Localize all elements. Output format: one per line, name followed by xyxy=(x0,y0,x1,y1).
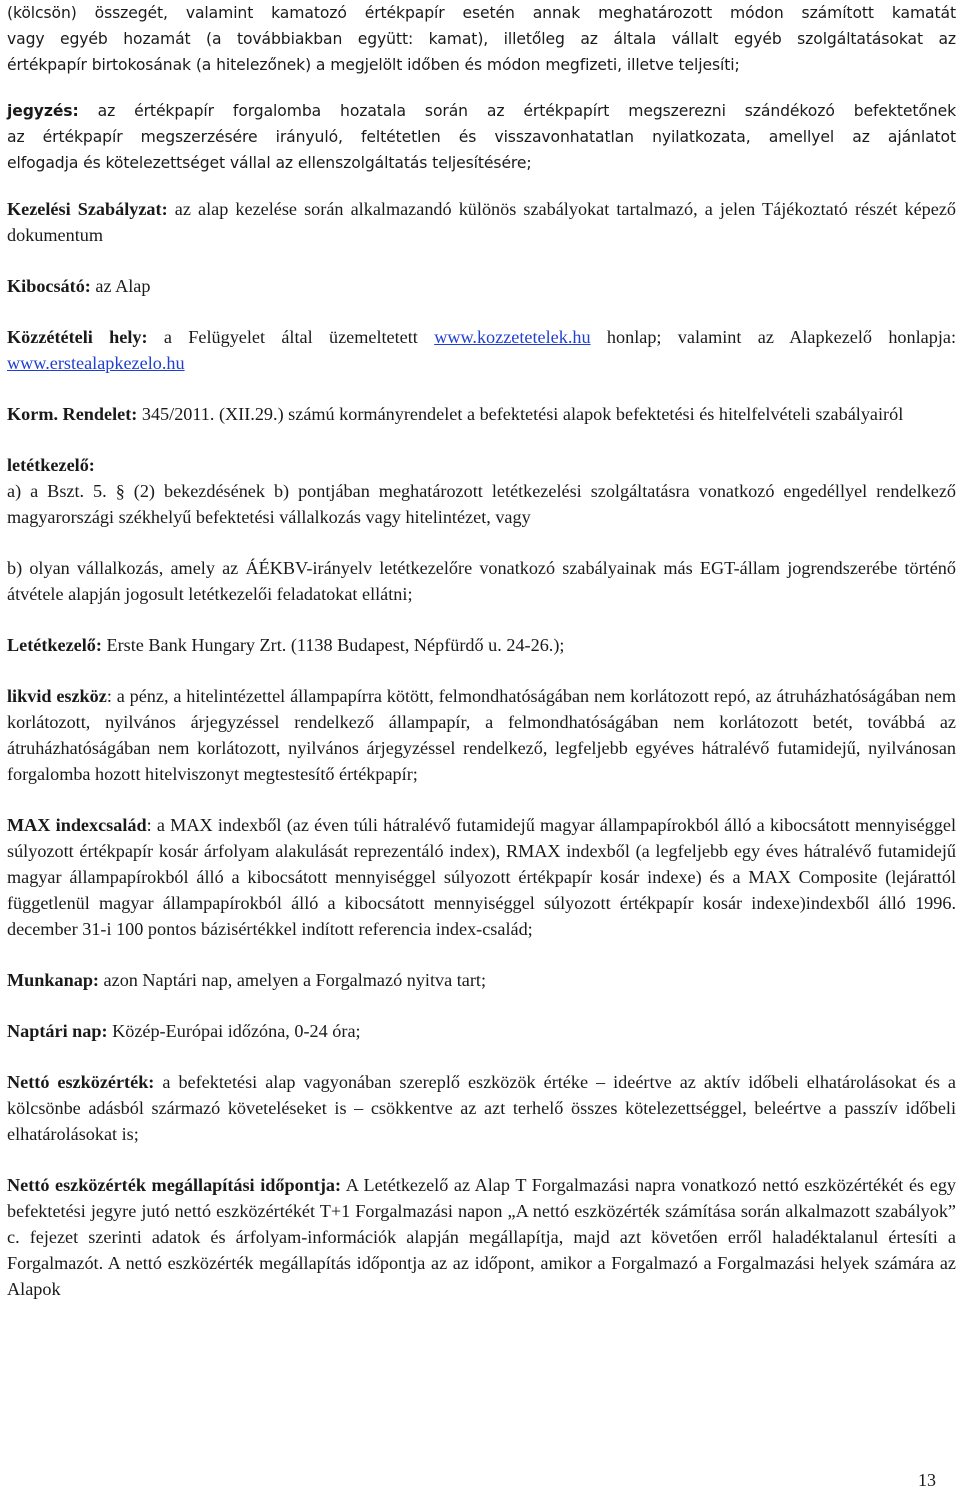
erstealapkezelo-link[interactable]: www.erstealapkezelo.hu xyxy=(7,353,185,373)
definition-text: Erste Bank Hungary Zrt. (1138 Budapest, Népfürdő u. 24-26.); xyxy=(106,635,565,655)
definition-likvid-eszkoz xyxy=(7,683,956,787)
document-page xyxy=(7,0,956,1302)
term: Munkanap: xyxy=(7,970,99,990)
text-line: vagy egyéb hozamát (a továbbiakban együtt: kamat), illetőleg az általa vállalt egyéb szolgáltatásokat az xyxy=(7,30,956,48)
definition-munkanap xyxy=(7,967,956,993)
term: Korm. Rendelet: xyxy=(7,404,138,424)
definition-netto-eszkozertek xyxy=(7,1069,956,1147)
definition-text: : a MAX indexből (az éven túli hátralévő futamidejű magyar állampapírokból álló a kibocsátott mennyiséggel súlyozott értékpapír kosár árfolyam alakulását reprezentáló index), RMAX indexből (a legfeljebb egy éves hátralévő futamidejű magyar állampapírokból álló a kibocsátott mennyiséggel súlyozott értékpapír kosár indexe) és a MAX Composite (lejárattól függetlenül magyar állampapírokból álló a kibocsátott mennyiséggel súlyozott értékpapír kosár indexe)indexből álló 1996. december 31-i 100 pontos bázisértékkel indított referencia index-család; xyxy=(7,815,956,939)
kozzetetelek-link[interactable]: www.kozzetetelek.hu xyxy=(434,327,591,347)
text-line: (kölcsön) összegét, valamint kamatozó értékpapír esetén annak meghatározott módon számított kamatát xyxy=(7,4,956,22)
definition-kozzeteteli-hely xyxy=(7,324,956,376)
text-line: elfogadja és kötelezettséget vállal az ellenszolgáltatás teljesítésére; xyxy=(7,154,532,172)
term: Naptári nap: xyxy=(7,1021,108,1041)
definition-text: 345/2011. (XII.29.) számú kormányrendelet a befektetési alapok befektetési és hitelfelvételi szabályairól xyxy=(141,404,904,424)
term: MAX indexcsalád xyxy=(7,815,147,835)
definition-jegyzes xyxy=(7,98,956,176)
definition-text: Közép-Európai időzóna, 0-24 óra; xyxy=(112,1021,361,1041)
definition-text: az alap kezelése során alkalmazandó különös szabályokat tartalmazó, a jelen Tájékoztató részét képező dokumentum xyxy=(7,199,957,245)
definition-netto-eszkozertek-idopont xyxy=(7,1172,956,1302)
definition-text: a Felügyelet által üzemeltetett xyxy=(163,327,418,347)
term: letétkezelő: xyxy=(7,455,95,475)
term: likvid eszköz xyxy=(7,686,107,706)
definition-text: a befektetési alap vagyonában szereplő eszközök értéke – ideértve az aktív időbeli elhatárolásokat és a kölcsönbe adásból származó követeléseket is – csökkentve az azt terhelő összes kötelezettséggel, beleértve a passzív időbeli elhatárolásokat is; xyxy=(7,1072,957,1144)
text-line: értékpapír birtokosának (a hitelezőnek) a megjelölt időben és módon megfizeti, illetve teljesíti; xyxy=(7,56,740,74)
definition-text: : a pénz, a hitelintézettel állampapírra kötött, felmondhatóságában nem korlátozott repó, az átruházhatóságában nem korlátozott, nyilvános árjegyzéssel rendelkező állampapír, a felmondhatóságában nem korlátozott betét, továbbá az átruházhatóságában nem korlátozott, nyilvános árjegyzéssel rendelkező, legfeljebb egyéves hátralévő futamidejű, nyilvánosan forgalomba hozott hitelviszonyt megtestesítő értékpapír; xyxy=(7,686,956,784)
definition-text: azon Naptári nap, amelyen a Forgalmazó nyitva tart; xyxy=(103,970,487,990)
definition-kezelesi-szabalyzat xyxy=(7,196,956,248)
term: Kibocsátó: xyxy=(7,276,91,296)
text-line: az értékpapír megszerzésére irányuló, feltétetlen és visszavonhatatlan nyilatkozata, amellyel az ajánlatot xyxy=(7,128,956,146)
page-number: 13 xyxy=(918,1470,936,1490)
paragraph-continuation xyxy=(7,0,956,78)
definition-kibocsato xyxy=(7,273,956,299)
definition-text: A Letétkezelő az Alap T Forgalmazási napra vonatkozó nettó eszközértékét és egy befektetési jegyre jutó nettó eszközértékét T+1 Forgalmazási napon „A nettó eszközérték számítása során alkalmazott szabályok” c. fejezet szerinti adatok és árfolyam-információk alapján megállapítja, majd azt követően erről haladéktalanul értesíti a Forgalmazót. A nettó eszközérték megállapítás időpontja az az időpont, amikor a Forgalmazó a Forgalmazási helyek számára az Alapok xyxy=(7,1175,957,1299)
definition-item-b: b) olyan vállalkozás, amely az ÁÉKBV-irányelv letétkezelőre vonatkozó szabályainak más EGT-állam jogrendszerébe történő átvétele alapján jogosult letétkezelői feladatokat ellátni; xyxy=(7,558,956,604)
definition-max-indexcsalad xyxy=(7,812,956,942)
term: Kezelési Szabályzat: xyxy=(7,199,168,219)
term: Nettó eszközérték: xyxy=(7,1072,155,1092)
definition-naptari-nap xyxy=(7,1018,956,1044)
definition-item-a: a) a Bszt. 5. § (2) bekezdésének b) pontjában meghatározott letétkezelési szolgáltatásra vonatkozó engedéllyel rendelkező magyarországi székhelyű befektetési vállalkozás vagy hitelintézet, vagy xyxy=(7,481,956,527)
definition-text: az Alap xyxy=(95,276,151,296)
term: Letétkezelő: xyxy=(7,635,102,655)
definition-korm-rendelet xyxy=(7,401,956,427)
term: jegyzés: xyxy=(7,102,79,120)
term: Nettó eszközérték megállapítási időpontja: xyxy=(7,1175,342,1195)
definition-text: az értékpapír forgalomba hozatala során az értékpapírt megszerezni szándékozó befektetőnek xyxy=(97,102,957,120)
definition-text: honlap; valamint az Alapkezelő honlapja: xyxy=(606,327,957,347)
term: Közzétételi hely: xyxy=(7,327,148,347)
definition-letetkezelo xyxy=(7,632,956,658)
definition-letetkezelo-lower xyxy=(7,452,956,607)
